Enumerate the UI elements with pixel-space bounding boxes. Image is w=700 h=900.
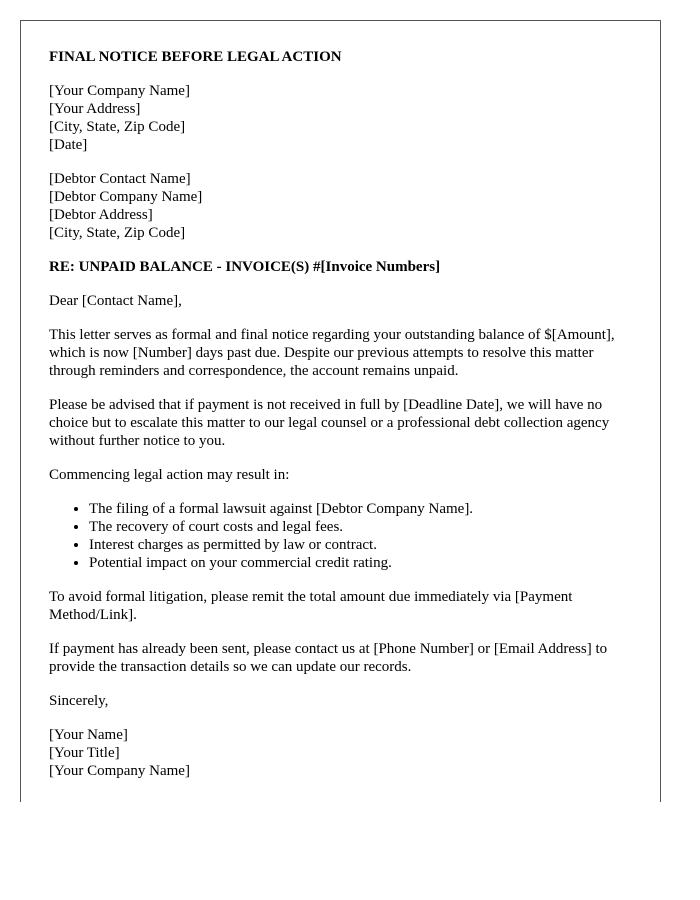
recipient-contact: [Debtor Contact Name] (49, 171, 191, 187)
sender-address: [Your Address] (49, 101, 141, 117)
letter-title: FINAL NOTICE BEFORE LEGAL ACTION (49, 49, 342, 65)
body-paragraph: Commencing legal action may result in: (49, 467, 290, 483)
consequences-list (49, 500, 632, 572)
recipient-address: [Debtor Address] (49, 207, 153, 223)
body-paragraph: To avoid formal litigation, please remit the total amount due immediately via [Payment Method/Link]. (49, 589, 573, 623)
body-paragraph: Please be advised that if payment is not received in full by [Deadline Date], we will have no choice but to escalate this matter to our legal counsel or a professional debt collection agency without further notice to you. (49, 397, 610, 449)
signature-title: [Your Title] (49, 745, 120, 761)
letter-page (20, 20, 661, 802)
list-item: • Potential impact on your commercial credit rating. (89, 554, 632, 572)
signature-company: [Your Company Name] (49, 763, 190, 779)
sender-date: [Date] (49, 137, 88, 153)
sign-off: Sincerely, (49, 693, 109, 709)
sender-block (49, 82, 632, 154)
list-item: • The recovery of court costs and legal fees. (89, 518, 632, 536)
recipient-city-state-zip: [City, State, Zip Code] (49, 225, 186, 241)
signature-block (49, 726, 632, 780)
signature-name: [Your Name] (49, 727, 128, 743)
subject-line: RE: UNPAID BALANCE - INVOICE(S) #[Invoice Numbers] (49, 259, 441, 275)
salutation: Dear [Contact Name], (49, 293, 182, 309)
list-item: • Interest charges as permitted by law or contract. (89, 536, 632, 554)
sender-company: [Your Company Name] (49, 83, 190, 99)
sender-city-state-zip: [City, State, Zip Code] (49, 119, 186, 135)
body-paragraph: If payment has already been sent, please contact us at [Phone Number] or [Email Address] to provide the transaction details so we can update our records. (49, 641, 608, 675)
list-item: • The filing of a formal lawsuit against [Debtor Company Name]. (89, 500, 632, 518)
body-paragraph: This letter serves as formal and final notice regarding your outstanding balance of $[Amount], which is now [Number] days past due. Despite our previous attempts to resolve this matter through reminders and correspondence, the account remains unpaid. (49, 327, 615, 379)
recipient-block (49, 170, 632, 242)
recipient-company: [Debtor Company Name] (49, 189, 203, 205)
